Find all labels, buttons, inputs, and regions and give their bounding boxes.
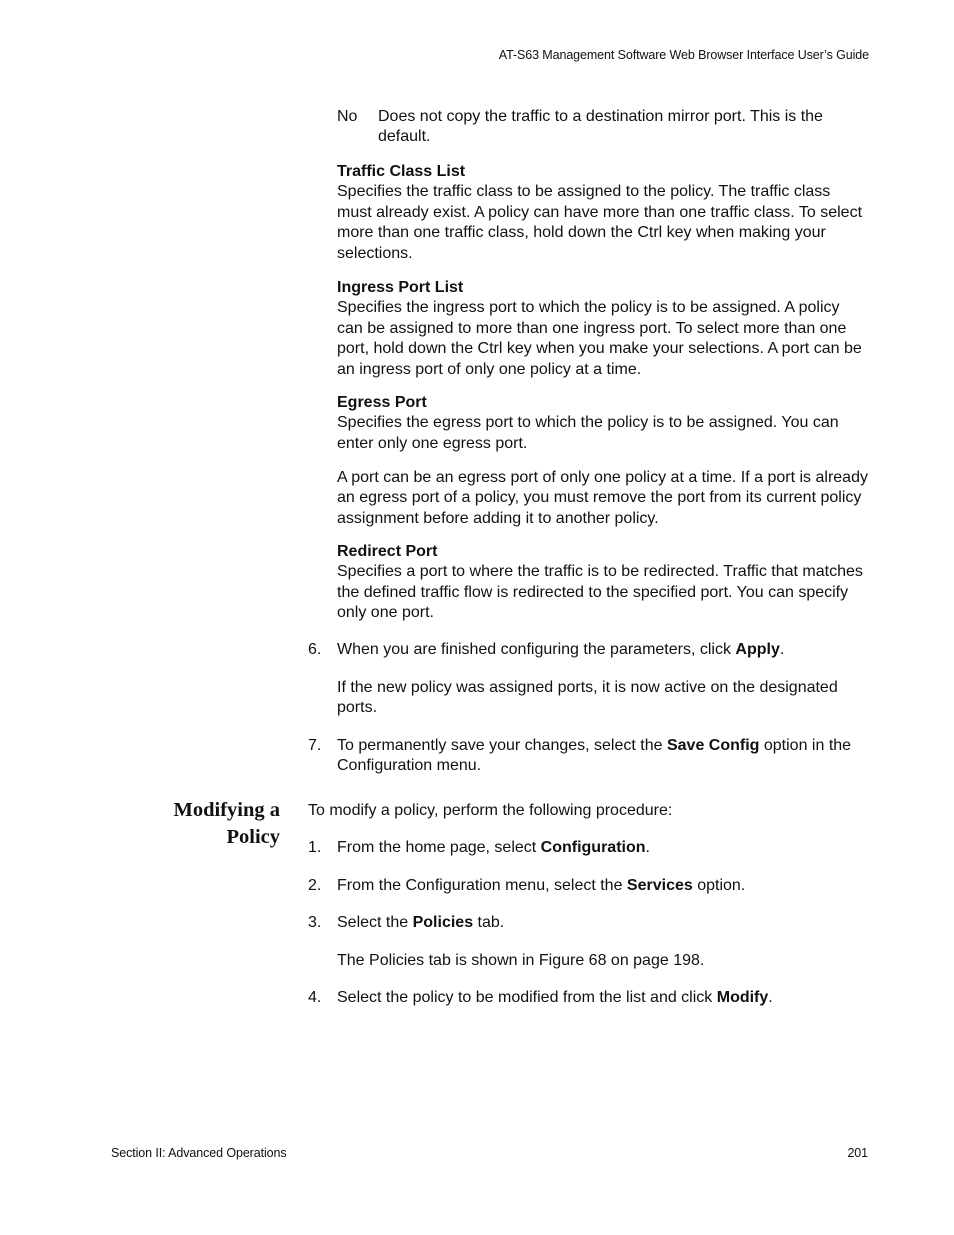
param-egress-port [337, 393, 869, 454]
section-heading: Modifying a Policy [173, 799, 280, 848]
step-3: 3. Select the Policies tab. [308, 913, 870, 933]
step-1: 1. From the home page, select Configuration. [308, 838, 870, 858]
running-header: AT-S63 Management Software Web Browser Interface User’s Guide [498, 48, 869, 62]
step-number: 7. [308, 737, 322, 754]
option-description: Does not copy the traffic to a destination mirror port. This is the default. [378, 108, 823, 146]
ui-term-save-config: Save Config [666, 737, 760, 754]
param-description: Specifies the traffic class to be assigned to the policy. The traffic class must already exist. A policy can have more than one traffic class. To select more than one traffic class, hold down the Ctrl key when making your selections. [337, 183, 863, 262]
section-intro: To modify a policy, perform the following procedure: [308, 802, 673, 819]
step-4: 4. Select the policy to be modified from the list and click Modify. [308, 988, 870, 1008]
step-number: 1. [308, 839, 322, 856]
ui-term-apply: Apply [735, 641, 780, 658]
ui-term-services: Services [626, 877, 693, 894]
param-egress-note: A port can be an egress port of only one policy at a time. If a port is already an egress port of a policy, you must remove the port from its current policy assignment before adding it to another policy. [337, 469, 868, 527]
param-title: Ingress Port List [337, 279, 464, 296]
step-7: 7. To permanently save your changes, select the Save Config option in the Configuration menu. [308, 737, 852, 775]
param-title: Redirect Port [337, 543, 438, 560]
step-6: 6. When you are finished configuring the parameters, click Apply. [308, 640, 870, 660]
step-number: 2. [308, 877, 322, 894]
param-description: Specifies a port to where the traffic is to be redirected. Traffic that matches the defined traffic flow is redirected to the specified port. You can specify only one port. [337, 563, 863, 622]
step-2: 2. From the Configuration menu, select the Services option. [308, 876, 870, 896]
ui-term-modify: Modify [716, 989, 769, 1006]
step-number: 6. [308, 641, 322, 658]
step-6-note: If the new policy was assigned ports, it is now active on the designated ports. [337, 679, 838, 717]
footer-section: Section II: Advanced Operations [111, 1146, 287, 1160]
step-number: 4. [308, 989, 322, 1006]
param-description: Specifies the ingress port to which the policy is to be assigned. A policy can be assigned to more than one ingress port. To select more than one port, hold down the Ctrl key when you make your selections. A port can be an ingress port of only one policy at a time. [337, 299, 862, 378]
param-description: Specifies the egress port to which the policy is to be assigned. You can enter only one egress port. [337, 414, 839, 452]
page-number: 201 [847, 1146, 868, 1160]
param-title: Egress Port [337, 394, 427, 411]
param-traffic-class-list [337, 162, 869, 264]
param-ingress-port-list [337, 278, 869, 380]
option-key: No [337, 108, 358, 125]
param-redirect-port [337, 542, 869, 624]
ui-term-policies: Policies [412, 914, 474, 931]
step-number: 3. [308, 914, 322, 931]
ui-term-configuration: Configuration [540, 839, 646, 856]
option-no [337, 107, 867, 148]
param-title: Traffic Class List [337, 163, 466, 180]
step-3-note: The Policies tab is shown in Figure 68 on page 198. [337, 952, 705, 969]
